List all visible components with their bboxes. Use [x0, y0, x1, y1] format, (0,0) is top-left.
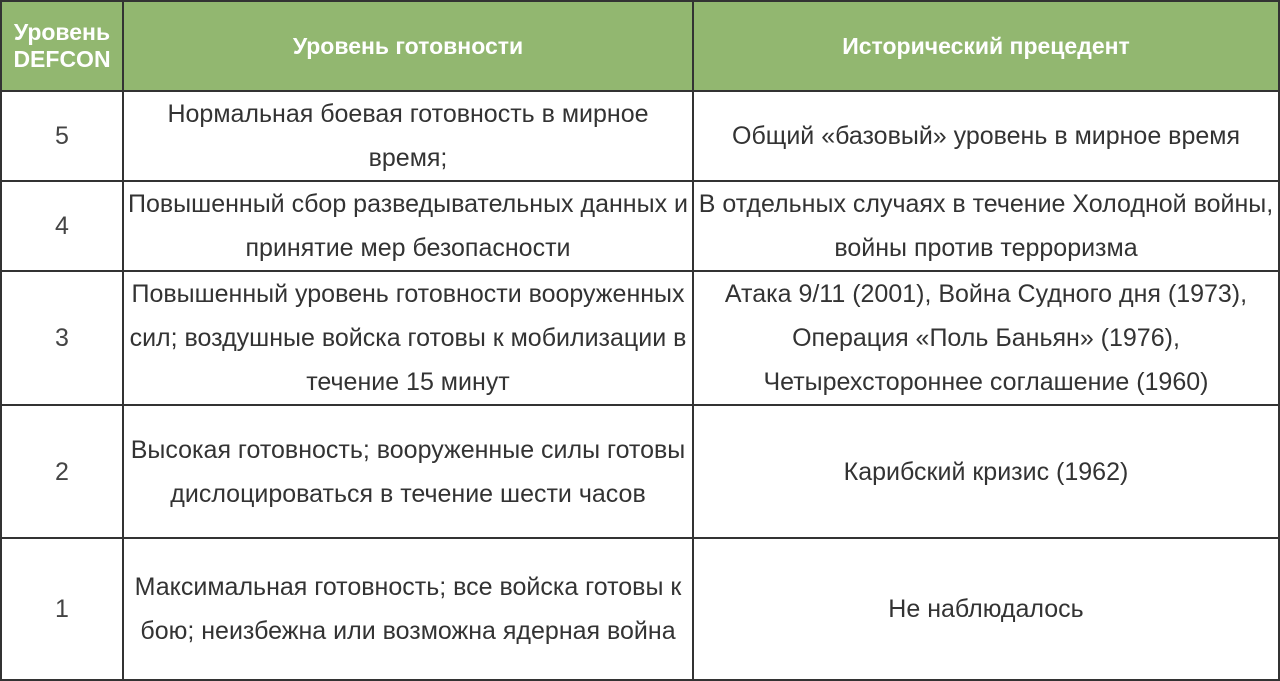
- header-readiness-level: Уровень готовности: [123, 1, 693, 91]
- defcon-level-cell: 4: [1, 181, 123, 271]
- table-row: [1, 405, 1279, 538]
- table-row: [1, 91, 1279, 181]
- table-row: [1, 271, 1279, 405]
- readiness-cell: Максимальная готовность; все войска готовы к бою; неизбежна или возможна ядерная война: [123, 538, 693, 680]
- readiness-cell: Высокая готовность; вооруженные силы готовы дислоцироваться в течение шести часов: [123, 405, 693, 538]
- readiness-cell: Повышенный сбор разведывательных данных и принятие мер безопасности: [123, 181, 693, 271]
- defcon-level-cell: 2: [1, 405, 123, 538]
- defcon-level-cell: 5: [1, 91, 123, 181]
- readiness-cell: Повышенный уровень готовности вооруженных сил; воздушные войска готовы к мобилизации в течение 15 минут: [123, 271, 693, 405]
- precedent-cell: Общий «базовый» уровень в мирное время: [693, 91, 1279, 181]
- table-body: [1, 91, 1279, 680]
- header-defcon-level: Уровень DEFCON: [1, 1, 123, 91]
- defcon-level-cell: 3: [1, 271, 123, 405]
- header-historical-precedent: Исторический прецедент: [693, 1, 1279, 91]
- header-row: [1, 1, 1279, 91]
- precedent-cell: В отдельных случаях в течение Холодной войны, войны против терроризма: [693, 181, 1279, 271]
- table-header: [1, 1, 1279, 91]
- table-row: [1, 538, 1279, 680]
- precedent-cell: Атака 9/11 (2001), Война Судного дня (1973), Операция «Поль Баньян» (1976), Четырехстороннее соглашение (1960): [693, 271, 1279, 405]
- precedent-cell: Карибский кризис (1962): [693, 405, 1279, 538]
- readiness-cell: Нормальная боевая готовность в мирное время;: [123, 91, 693, 181]
- table-row: [1, 181, 1279, 271]
- defcon-level-cell: 1: [1, 538, 123, 680]
- precedent-cell: Не наблюдалось: [693, 538, 1279, 680]
